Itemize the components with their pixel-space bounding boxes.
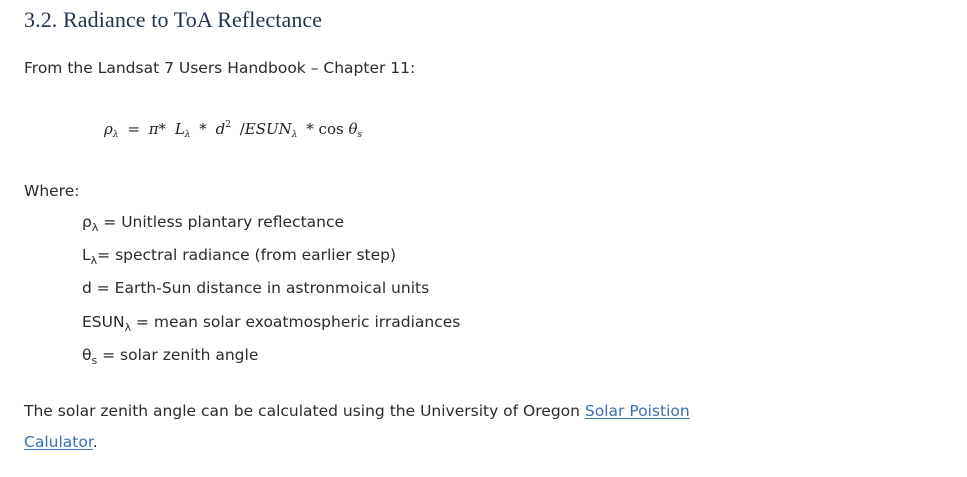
- definition-symbol-sub: λ: [90, 254, 98, 268]
- formula-mult-1: *: [158, 120, 167, 138]
- formula-radiance: L: [174, 120, 185, 138]
- definition-item-esun: [82, 312, 460, 345]
- closing-period: .: [92, 433, 98, 451]
- solar-position-calculator-link[interactable]: Solar Poistion Calulator: [24, 402, 690, 451]
- section-heading: 3.2. Radiance to ToA Reflectance: [24, 7, 323, 32]
- formula-mult-3: *: [306, 120, 314, 138]
- formula-theta-sub: s: [357, 130, 363, 140]
- intro-text: From the Landsat 7 Users Handbook – Chapter 11:: [24, 59, 416, 77]
- formula-rho: ρ: [104, 120, 113, 138]
- closing-text: The solar zenith angle can be calculated using the University of Oregon: [24, 402, 585, 420]
- formula-distance: d: [215, 120, 226, 138]
- definition-symbol: d = Earth-Sun distance in astronmoical units: [82, 279, 430, 298]
- formula-rho-sub: λ: [112, 130, 119, 140]
- definition-symbol-sub: λ: [91, 221, 99, 234]
- formula-equals: =: [127, 120, 140, 138]
- definition-symbol: ρ: [82, 213, 92, 231]
- definition-symbol: θ: [82, 345, 92, 364]
- formula-esun: ESUN: [244, 120, 292, 138]
- formula-theta: θ: [348, 120, 358, 138]
- formula-cos: cos: [318, 120, 344, 138]
- closing-paragraph: [24, 396, 744, 458]
- formula-squared: 2: [225, 120, 231, 130]
- definition-symbol-sub: λ: [124, 320, 132, 334]
- definition-item-reflectance: [82, 212, 460, 245]
- formula-radiance-sub: λ: [184, 130, 191, 140]
- definition-text: = Unitless plantary reflectance: [98, 213, 345, 231]
- definition-symbol: L: [82, 246, 91, 265]
- definition-text: = mean solar exoatmospheric irradiances: [131, 312, 461, 331]
- formula-mult-2: *: [199, 120, 207, 138]
- formula-pi: π: [148, 120, 159, 138]
- where-label: Where:: [24, 182, 80, 200]
- definition-item-radiance: [82, 245, 460, 278]
- definition-list: [82, 212, 460, 378]
- formula-divide: /: [239, 120, 245, 138]
- reflectance-formula: [104, 114, 362, 146]
- definition-text: = solar zenith angle: [97, 345, 259, 364]
- definition-text: = spectral radiance (from earlier step): [97, 246, 397, 265]
- definition-symbol-sub: s: [91, 353, 98, 367]
- definition-item-zenith: [82, 345, 460, 378]
- definition-item-distance: [82, 278, 460, 311]
- definition-symbol: ESUN: [82, 312, 125, 331]
- formula-esun-sub: λ: [291, 130, 298, 140]
